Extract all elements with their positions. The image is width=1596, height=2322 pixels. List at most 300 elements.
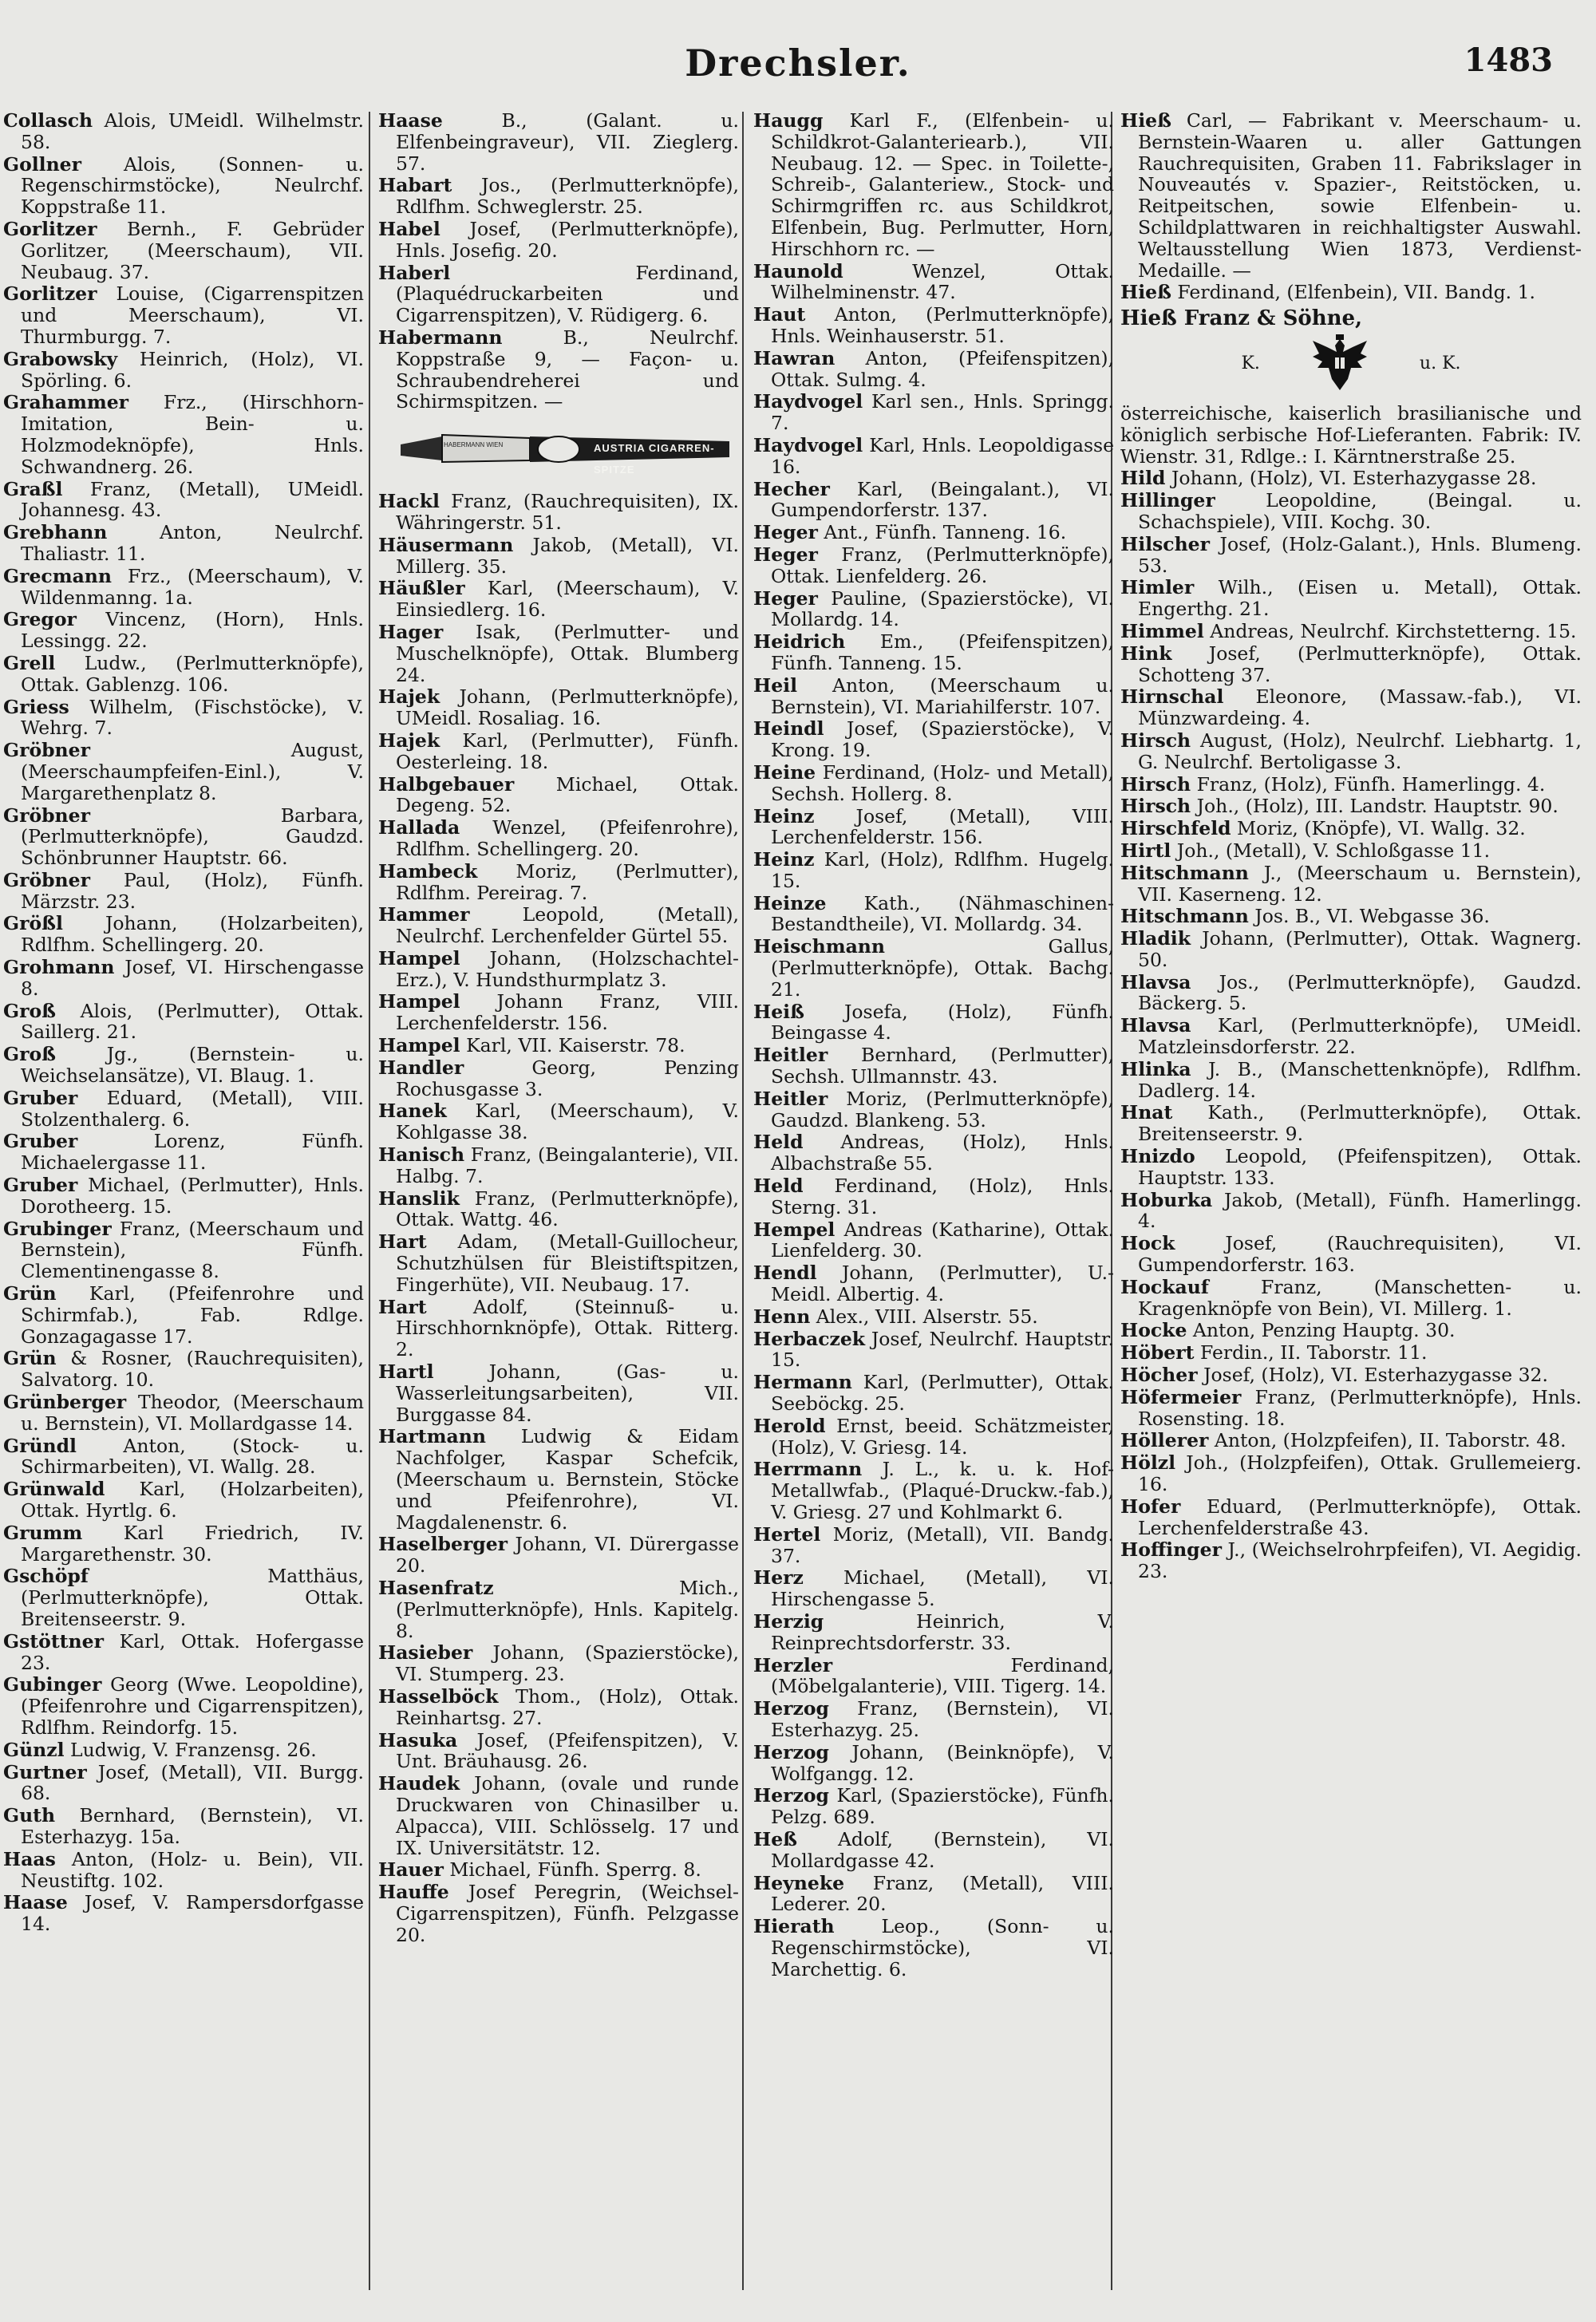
directory-entry: [753, 762, 1114, 805]
directory-entry: [3, 566, 364, 609]
directory-column-4: [1120, 110, 1582, 2296]
entry-text: Franz, (Metall), UMeidl. Johannesg. 43.: [21, 477, 364, 522]
directory-entry: [378, 110, 739, 174]
directory-entry: [753, 631, 1114, 674]
directory-entry: [1120, 1496, 1582, 1539]
entry-name: Hierath: [753, 1915, 835, 1938]
directory-entry: [3, 219, 364, 282]
directory-entry: [753, 1131, 1114, 1175]
directory-entry: [378, 817, 739, 860]
entry-text: Bernh., F. Gebrüder Gorlitzer, (Meerschaum), VII. Neubaug. 37.: [21, 217, 364, 283]
entry-name: Grünwald: [3, 1478, 105, 1501]
entry-name: Hnizdo: [1120, 1145, 1195, 1168]
entry-text: Thom., (Holz), Ottak. Reinhartsg. 27.: [396, 1684, 739, 1729]
entry-text: Karl, (Meerschaum), V. Kohlgasse 38.: [396, 1100, 739, 1144]
entry-name: Haase: [3, 1891, 68, 1914]
entry-text: Johann, (Perlmutter), U.-Meidl. Albertig. 4.: [771, 1262, 1114, 1306]
entry-text: Alois, (Sonnen- u. Regenschirmstöcke), Neulrchf. Koppstraße 11.: [21, 152, 364, 219]
entry-text: Karl, (Perlmutterknöpfe), UMeidl. Matzleinsdorferstr. 22.: [1138, 1014, 1582, 1059]
entry-name: Hajek: [378, 685, 440, 709]
directory-entry: [1120, 1015, 1582, 1058]
entry-name: Guth: [3, 1804, 56, 1827]
directory-entry: [378, 1426, 739, 1533]
entry-name: Graßl: [3, 477, 63, 500]
entry-text: Ferdin., II. Taborstr. 11.: [1194, 1341, 1428, 1364]
directory-entry: [753, 1001, 1114, 1045]
directory-entry: [378, 219, 739, 262]
entry-text: Karl, VII. Kaiserstr. 78.: [460, 1034, 685, 1057]
entry-text: Josef, (Metall), VIII. Lerchenfelderstr. 156.: [771, 804, 1114, 849]
entry-name: Hirtl: [1120, 839, 1171, 862]
entry-text: Josef, Neulrchf. Hauptstr. 15.: [771, 1327, 1114, 1372]
directory-entry: [1120, 621, 1582, 642]
directory-entry: [1120, 468, 1582, 489]
directory-entry: [753, 1524, 1114, 1567]
entry-text: Andreas (Katharine), Ottak. Lienfelderg. 30.: [771, 1218, 1114, 1262]
directory-entry: [378, 1035, 739, 1056]
entry-name: Höllerer: [1120, 1429, 1209, 1452]
directory-entry: [1120, 1364, 1582, 1386]
entry-name: Hoburka: [1120, 1188, 1213, 1211]
entry-name: Hirsch: [1120, 772, 1191, 796]
entry-text: Alex., VIII. Alserstr. 55.: [810, 1305, 1038, 1328]
entry-name: Grahammer: [3, 391, 129, 414]
entry-text: Frz., (Meerschaum), V. Wildenmanng. 1a.: [21, 564, 364, 609]
entry-text: Johann, (Beinknöpfe), V. Wolfgangg. 12.: [771, 1740, 1114, 1785]
entry-text: Ludwig & Eidam Nachfolger, Kaspar Schefcik, (Meerschaum u. Bernstein, Stöcke und Pfeifenrohre), VI. Magdalenenstr. 6.: [396, 1425, 739, 1534]
entry-name: Hieß: [1120, 110, 1171, 132]
entry-name: Hallada: [378, 816, 460, 839]
entry-text: Andreas, Neulrchf. Kirchstetterng. 15.: [1203, 619, 1577, 642]
entry-text: Josef, (Holz-Galant.), Hnls. Blumeng. 53.: [1138, 532, 1582, 577]
entry-name: Höbert: [1120, 1341, 1195, 1364]
entry-text: Karl F., (Elfenbein- u. Schildkrot-Galanteriearb.), VII. Neubaug. 12. — Spec. in Toilette-, Schreib-, Galanteriew., Stock- und Schirmgriffen rc. aus Schildkrot, Elfenbein, Bug. Perlmutter, Horn, Hirschhorn rc. —: [771, 110, 1114, 260]
entry-name: Höcher: [1120, 1364, 1198, 1387]
directory-entry: [1120, 906, 1582, 927]
directory-entry: [3, 870, 364, 913]
entry-name: Heger: [753, 543, 818, 566]
entry-text: Ferdinand, (Plaquédruckarbeiten und Cigarrenspitzen), V. Rüdigerg. 6.: [396, 261, 739, 327]
directory-entry: [3, 522, 364, 565]
entry-text: Karl, (Meerschaum), V. Einsiedlerg. 16.: [396, 577, 739, 622]
entry-text: Leop., (Sonn- u. Regenschirmstöcke), VI. Marchettig. 6.: [771, 1915, 1114, 1980]
entry-name: Günzl: [3, 1738, 65, 1761]
entry-name: Gubinger: [3, 1673, 102, 1696]
entry-name: Herz: [753, 1566, 804, 1589]
entry-name: Hock: [1120, 1232, 1175, 1255]
directory-entry: [378, 730, 739, 773]
entry-name: Herzler: [753, 1653, 833, 1676]
page-number: 1483: [1464, 41, 1553, 79]
entry-text: Mich., (Perlmutterknöpfe), Hnls. Kapitelg. 8.: [396, 1577, 739, 1642]
entry-text: Johann, (ovale und runde Druckwaren von Chinasilber u. Alpacca), VIII. Schlösselg. 17 und IX. Universitätstr. 12.: [396, 1772, 739, 1859]
entry-text: Franz, (Perlmutterknöpfe), Ottak. Lienfelderg. 26.: [771, 543, 1114, 587]
entry-text: Franz, (Meerschaum und Bernstein), Fünfh. Clementinengasse 8.: [21, 1217, 364, 1283]
entry-name: Hirsch: [1120, 795, 1191, 818]
entry-text: Theodor, (Meerschaum u. Bernstein), VI. Mollardgasse 14.: [21, 1391, 364, 1435]
entry-text: Karl, (Holz), Rdlfhm. Hugelg. 15.: [771, 848, 1114, 892]
entry-name: Herold: [753, 1414, 826, 1437]
column-rule: [742, 112, 744, 2290]
directory-entry: [378, 948, 739, 991]
entry-text: Josef, VI. Hirschengasse 8.: [21, 956, 364, 1000]
directory-entry: [1120, 1146, 1582, 1189]
directory-entry: [753, 479, 1114, 522]
entry-name: Haas: [3, 1847, 56, 1870]
directory-entry: [378, 1144, 739, 1187]
entry-name: Häußler: [378, 577, 465, 600]
entry-name: Hlavsa: [1120, 1014, 1191, 1037]
directory-entry: [753, 1045, 1114, 1088]
directory-entry: [378, 1642, 739, 1685]
entry-text: Anton, Neulrchf. Thaliastr. 11.: [21, 521, 364, 565]
directory-entry: [753, 1329, 1114, 1372]
entry-name: Hirsch: [1120, 729, 1191, 752]
entry-name: Grün: [3, 1282, 57, 1305]
entry-name: Heger: [753, 521, 818, 544]
directory-entry: [1120, 1190, 1582, 1233]
entry-text: Karl, (Perlmutter), Ottak. Seeböckg. 25.: [771, 1371, 1114, 1416]
entry-name: Henn: [753, 1305, 811, 1328]
directory-entry: [753, 110, 1114, 260]
entry-text: Kath., (Perlmutterknöpfe), Ottak. Breitenseerstr. 9.: [1138, 1101, 1582, 1146]
entry-text: Johann, (Holzschachtel-Erz.), V. Hundsthurmplatz 3.: [396, 946, 739, 991]
entry-name: Hitschmann: [1120, 861, 1249, 884]
entry-text: Frz., (Hirschhorn-Imitation, Bein- u. Holzmodeknöpfe), Hnls. Schwandnerg. 26.: [21, 391, 364, 478]
entry-text: Joh., (Metall), V. Schloßgasse 11.: [1171, 839, 1491, 862]
entry-name: Hartmann: [378, 1425, 486, 1448]
entry-name: Größl: [3, 912, 63, 935]
directory-entry: [753, 1698, 1114, 1741]
entry-name: Hauer: [378, 1858, 444, 1882]
entry-name: Hocke: [1120, 1319, 1187, 1342]
entry-text: Andreas, (Holz), Hnls. Albachstraße 55.: [771, 1131, 1114, 1175]
entry-name: Haugg: [753, 110, 824, 132]
directory-entry: [1120, 643, 1582, 686]
entry-text: Josef, (Metall), VII. Burgg. 68.: [21, 1760, 364, 1805]
directory-entry: [1120, 1102, 1582, 1145]
entry-name: Hirschfeld: [1120, 817, 1231, 840]
entry-name: Hampel: [378, 946, 460, 969]
directory-entry: [378, 1100, 739, 1143]
entry-name: Hirnschal: [1120, 685, 1224, 709]
directory-entry: [1120, 730, 1582, 773]
entry-name: Hölzl: [1120, 1451, 1176, 1475]
entry-text: Heinrich, (Holz), VI. Spörling. 6.: [21, 347, 364, 392]
entry-name: Hendl: [753, 1262, 817, 1285]
directory-entry: [753, 435, 1114, 478]
directory-entry: [378, 491, 739, 534]
running-title: Drechsler.: [685, 41, 911, 85]
entry-text: Wilh., (Eisen u. Metall), Ottak. Engerthg. 21.: [1138, 576, 1582, 621]
directory-entry: [1120, 972, 1582, 1015]
directory-entry: [3, 1892, 364, 1935]
entry-text: Josef, (Spazierstöcke), V. Krong. 19.: [771, 717, 1114, 762]
directory-column-2: [378, 110, 739, 2296]
directory-entry: [3, 1805, 364, 1848]
directory-entry: [753, 544, 1114, 587]
directory-entry: [378, 686, 739, 729]
entry-name: Collasch: [3, 110, 93, 132]
entry-name: Held: [753, 1131, 804, 1154]
directory-entry: [3, 1348, 364, 1391]
directory-entry: [3, 609, 364, 652]
entry-text: Adam, (Metall-Guillocheur, Schutzhülsen für Bleistiftspitzen, Fingerhüte), VII. Neubaug. 17.: [396, 1230, 739, 1296]
directory-entry: [3, 1044, 364, 1087]
entry-text: Karl sen., Hnls. Springg. 7.: [771, 390, 1114, 435]
entry-text: Franz, (Rauchrequisiten), IX. Währingerstr. 51.: [396, 490, 739, 534]
directory-entry: [378, 1730, 739, 1773]
entry-text: Ernst, beeid. Schätzmeister, (Holz), V. Griesg. 14.: [771, 1414, 1114, 1459]
directory-entry: [753, 1088, 1114, 1131]
directory-entry: [1120, 1233, 1582, 1276]
entry-text: Leopold, (Metall), Neulrchf. Lerchenfelder Gürtel 55.: [396, 903, 739, 948]
entry-text: Anton, (Stock- u. Schirmarbeiten), VI. Wallg. 28.: [21, 1434, 364, 1479]
entry-text: Georg (Wwe. Leopoldine), (Pfeifenrohre und Cigarrenspitzen), Rdlfhm. Reindorfg. 15.: [21, 1673, 364, 1739]
directory-entry: [3, 392, 364, 477]
entry-name: Hampel: [378, 1034, 460, 1057]
directory-entry: [3, 1762, 364, 1805]
entry-name: Grecmann: [3, 564, 112, 587]
entry-text: Joh., (Holz), III. Landstr. Hauptstr. 90.: [1191, 795, 1558, 818]
entry-text: Barbara, (Perlmutterknöpfe), Gaudzd. Schönbrunner Hauptstr. 66.: [21, 804, 364, 870]
directory-entry: [3, 1435, 364, 1479]
entry-text: Moriz, (Metall), VII. Bandg. 37.: [771, 1522, 1114, 1567]
entry-text: Jakob, (Metall), VI. Millerg. 35.: [396, 533, 739, 578]
entry-name: Gröbner: [3, 868, 90, 891]
entry-name: Hasenfratz: [378, 1577, 494, 1599]
entry-text: B., Neulrchf. Koppstraße 9, — Façon- u. Schraubendreherei und Schirmspitzen. —: [396, 326, 739, 413]
entry-text: Anton, (Pfeifenspitzen), Ottak. Sulmg. 4.: [771, 346, 1114, 391]
entry-text: Johann, (Gas- u. Wasserleitungsarbeiten), VII. Burggasse 84.: [396, 1360, 739, 1426]
directory-entry: [3, 1631, 364, 1674]
entry-text: Josef, V. Rampersdorfgasse 14.: [21, 1891, 364, 1936]
entry-name: Hasuka: [378, 1728, 458, 1751]
entry-text: Michael, Fünfh. Sperrg. 8.: [443, 1858, 701, 1882]
directory-entry: [378, 1882, 739, 1945]
directory-entry: [378, 578, 739, 621]
entry-name: Hart: [378, 1230, 427, 1254]
entry-name: Hart: [378, 1295, 427, 1318]
directory-entry: [753, 1372, 1114, 1415]
entry-name: Hink: [1120, 642, 1172, 665]
entry-text: Em., (Pfeifenspitzen), Fünfh. Tanneng. 15.: [771, 630, 1114, 674]
directory-entry: [753, 1655, 1114, 1698]
directory-entry: [378, 622, 739, 685]
entry-name: Grohmann: [3, 956, 115, 979]
entry-text: Johann, VI. Dürergasse 20.: [396, 1533, 739, 1578]
entry-name: Hammer: [378, 903, 470, 926]
entry-name: Hoffinger: [1120, 1538, 1222, 1562]
entry-name: Himmel: [1120, 619, 1204, 642]
entry-name: Hanek: [378, 1100, 447, 1123]
directory-entry: [753, 1175, 1114, 1218]
directory-entry: [1120, 686, 1582, 729]
advert-maker: HABERMANN WIEN: [444, 441, 504, 449]
column-rule: [369, 112, 370, 2290]
entry-text: Isak, (Perlmutter- und Muschelknöpfe), Ottak. Blumberg 24.: [396, 620, 739, 686]
entry-name: Gregor: [3, 608, 77, 631]
directory-entry: [378, 1578, 739, 1641]
double-eagle-crest-icon: [1308, 333, 1372, 395]
directory-entry: [3, 913, 364, 956]
directory-entry: [3, 1674, 364, 1738]
entry-text: Josef, (Pfeifenspitzen), V. Unt. Bräuhausg. 26.: [396, 1728, 739, 1773]
entry-name: Heger: [753, 586, 818, 610]
entry-name: Grünberger: [3, 1391, 127, 1414]
directory-entry: [3, 349, 364, 392]
directory-column-1: [3, 110, 364, 2296]
entry-text: Kath., (Nähmaschinen-Bestandtheile), VI. Mollardg. 34.: [771, 891, 1114, 936]
entry-text: Michael, (Metall), VI. Hirschengasse 5.: [771, 1566, 1114, 1611]
entry-text: Josef, (Holz), VI. Esterhazygasse 32.: [1197, 1364, 1548, 1387]
entry-text: Anton, Penzing Hauptg. 30.: [1187, 1319, 1456, 1342]
directory-entry: [378, 904, 739, 947]
directory-entry: [753, 261, 1114, 304]
entry-text: Ferdinand, (Elfenbein), VII. Bandg. 1.: [1171, 281, 1536, 304]
entry-text: Matthäus, (Perlmutterknöpfe), Ottak. Breitenseerstr. 9.: [21, 1565, 364, 1630]
entry-name: Groß: [3, 999, 56, 1022]
entry-text: August, (Holz), Neulrchf. Liebhartg. 1, G. Neulrchf. Bertoligasse 3.: [1138, 729, 1582, 773]
directory-entry: [753, 1916, 1114, 1980]
entry-text: Jos., (Perlmutterknöpfe), Rdlfhm. Schweglerstr. 25.: [396, 174, 739, 219]
directory-entry: [1120, 863, 1582, 906]
directory-entry: [378, 1361, 739, 1425]
entry-text: J., (Meerschaum u. Bernstein), VII. Kaserneng. 12.: [1138, 861, 1582, 906]
entry-name: Haunold: [753, 259, 843, 282]
entry-name: Hanslik: [378, 1187, 460, 1210]
directory-entry-firm: [1120, 308, 1582, 467]
directory-entry: [378, 1686, 739, 1729]
entry-name: Halbgebauer: [378, 772, 515, 796]
directory-entry: [378, 774, 739, 817]
entry-name: Grabowsky: [3, 347, 118, 370]
directory-entry: [3, 1001, 364, 1044]
directory-entry: [1120, 840, 1582, 862]
entry-text: Gallus, (Perlmutterknöpfe), Ottak. Bachg. 21.: [771, 935, 1114, 1001]
directory-entry: [1120, 1342, 1582, 1364]
directory-entry: [753, 1611, 1114, 1654]
directory-entry: [378, 175, 739, 218]
directory-entry: [753, 588, 1114, 631]
entry-name: Heitler: [753, 1044, 828, 1067]
directory-entry: [3, 283, 364, 347]
directory-entry: [1120, 1387, 1582, 1430]
directory-entry: [1120, 490, 1582, 533]
entry-text: Alois, UMeidl. Wilhelmstr. 58.: [21, 110, 364, 153]
directory-entry: [378, 1057, 739, 1100]
directory-entry: [753, 806, 1114, 849]
directory-entry: [378, 991, 739, 1034]
entry-text: Ferdinand, (Möbelgalanterie), VIII. Tigerg. 14.: [771, 1653, 1114, 1698]
entry-text: Moriz, (Knöpfe), VI. Wallg. 32.: [1231, 817, 1526, 840]
directory-entry: [1120, 577, 1582, 620]
entry-text: Moriz, (Perlmutterknöpfe), Gaudzd. Blankeng. 53.: [771, 1087, 1114, 1131]
entry-text: Josef, (Perlmutterknöpfe), Ottak. Schotteng 37.: [1138, 642, 1582, 686]
entry-name: Herrmann: [753, 1458, 863, 1481]
directory-entry: [1120, 774, 1582, 796]
directory-entry: [378, 263, 739, 326]
entry-name: Hecher: [753, 477, 830, 500]
directory-entry: [3, 1131, 364, 1174]
entry-text: Ferdinand, (Holz- und Metall), Sechsh. Hollerg. 8.: [771, 760, 1114, 805]
directory-entry: [3, 1479, 364, 1522]
entry-name: Hawran: [753, 346, 836, 369]
entry-text: Eduard, (Perlmutterknöpfe), Ottak. Lerchenfelderstraße 43.: [1138, 1495, 1582, 1539]
directory-entry: [753, 1829, 1114, 1872]
directory-entry: [1120, 110, 1582, 281]
entry-name: Griess: [3, 695, 69, 718]
entry-name: Heischmann: [753, 935, 885, 958]
entry-text: Wenzel, (Pfeifenrohre), Rdlfhm. Schellingerg. 20.: [396, 816, 739, 860]
entry-text: Johann Franz, VIII. Lerchenfelderstr. 156.: [396, 990, 739, 1035]
entry-text: Bernhard, (Bernstein), VI. Esterhazyg. 15a.: [21, 1804, 364, 1848]
directory-entry: [378, 1859, 739, 1881]
entry-text: Wenzel, Ottak. Wilhelminenstr. 47.: [771, 259, 1114, 304]
directory-entry: [753, 1785, 1114, 1828]
entry-text: Karl, (Pfeifenrohre und Schirmfab.), Fab. Rdlge. Gonzagagasse 17.: [21, 1282, 364, 1348]
directory-entry: [378, 327, 739, 413]
entry-name: Hild: [1120, 467, 1166, 490]
directory-entry: [3, 1283, 364, 1347]
entry-text: Johann, (Perlmutterknöpfe), UMeidl. Rosaliag. 16.: [396, 685, 739, 730]
entry-name: Herbaczek: [753, 1327, 866, 1350]
entry-name: Hauffe: [378, 1881, 449, 1904]
directory-entry: [3, 479, 364, 522]
entry-text: Johann, (Perlmutter), Ottak. Wagnerg. 50.: [1138, 927, 1582, 971]
directory-entry: [3, 1849, 364, 1892]
entry-text: Franz, (Metall), VIII. Lederer. 20.: [771, 1871, 1114, 1916]
entry-text: Eduard, (Metall), VIII. Stolzenthalerg. 6.: [21, 1086, 364, 1131]
entry-text: Karl, (Holzarbeiten), Ottak. Hyrtlg. 6.: [21, 1478, 364, 1522]
royal-warrant: [1120, 333, 1582, 395]
directory-entry: [378, 861, 739, 904]
directory-entry: [753, 1416, 1114, 1459]
page-header: [0, 30, 1596, 94]
entry-name: Hofer: [1120, 1495, 1181, 1518]
entry-name: Herzog: [753, 1784, 829, 1807]
entry-text: Louise, (Cigarrenspitzen und Meerschaum), VI. Thurmburgg. 7.: [21, 282, 364, 348]
entry-text: B., (Galant. u. Elfenbeingraveur), VII. Zieglerg. 57.: [396, 110, 739, 175]
entry-text: Jos., (Perlmutterknöpfe), Gaudzd. Bäckerg. 5.: [1138, 970, 1582, 1015]
entry-text: Anton, (Perlmutterknöpfe), Hnls. Weinhauserstr. 51.: [771, 303, 1114, 347]
entry-text: Pauline, (Spazierstöcke), VI. Mollardg. 14.: [771, 586, 1114, 631]
entry-text: Adolf, (Bernstein), VI. Mollardgasse 42.: [771, 1827, 1114, 1872]
entry-text: Heinrich, V. Reinprechtsdorferstr. 33.: [771, 1609, 1114, 1654]
directory-entry: [378, 1773, 739, 1858]
entry-text: Leopoldine, (Beingal. u. Schachspiele), VIII. Kochg. 30.: [1138, 489, 1582, 533]
entry-text: Anton, (Holzpfeifen), II. Taborstr. 48.: [1208, 1429, 1566, 1452]
entry-text: Paul, (Holz), Fünfh. Märzstr. 23.: [21, 868, 364, 913]
directory-entry: [753, 1459, 1114, 1522]
entry-name: Heitler: [753, 1087, 828, 1110]
entry-name: Heil: [753, 673, 798, 697]
entry-text: Bernhard, (Perlmutter), Sechsh. Ullmannstr. 43.: [771, 1044, 1114, 1088]
directory-entry: [753, 304, 1114, 347]
entry-name: Heindl: [753, 717, 824, 740]
entry-name: Hertel: [753, 1522, 821, 1546]
directory-entry: [3, 1522, 364, 1566]
entry-text: Franz, (Holz), Fünfh. Hamerlingg. 4.: [1191, 772, 1546, 796]
entry-text: August, (Meerschaumpfeifen-Einl.), V. Margarethenplatz 8.: [21, 739, 364, 804]
entry-name: Gruber: [3, 1086, 78, 1109]
entry-text: Michael, (Perlmutter), Hnls. Dorotheerg. 15.: [21, 1174, 364, 1218]
directory-entry: [3, 653, 364, 696]
entry-text: Franz, (Perlmutterknöpfe), Hnls. Rosensting. 18.: [1138, 1385, 1582, 1430]
entry-text: Anton, (Holz- u. Bein), VII. Neustiftg. 102.: [21, 1847, 364, 1892]
entry-name: Gorlitzer: [3, 282, 97, 306]
directory-entry: [1120, 1059, 1582, 1102]
